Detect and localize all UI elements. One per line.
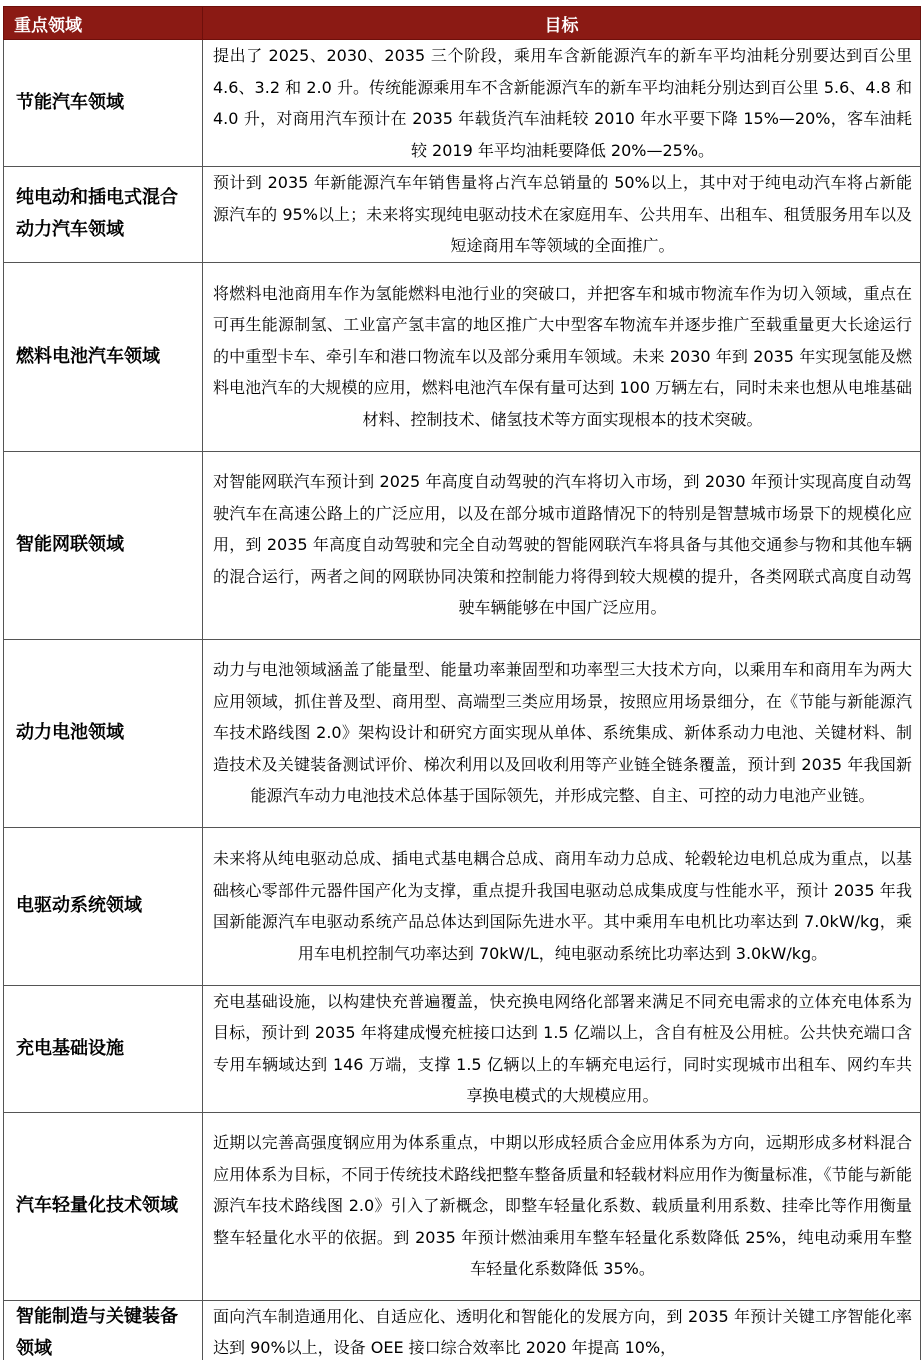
table-row	[4, 985, 921, 1112]
row-area: 智能制造与关键装备领域	[4, 1300, 203, 1360]
row-goal: 近期以完善高强度钢应用为体系重点，中期以形成轻质合金应用体系为方向，远期形成多材料混合应用体系为目标，不同于传统技术路线把整车整备质量和轻载材料应用作为衡量标准，《节能与新能源汽车技术路线图 2.0》引入了新概念，即整车轻量化系数、载质量利用系数、挂牵比等作用衡量整车轻量化水平的依据。到 2035 年预计燃油乘用车整车轻量化系数降低 25%，纯电动乘用车整车轻量化系数降低 35%。	[203, 1112, 921, 1300]
row-area: 智能网联领域	[4, 451, 203, 639]
row-goal: 动力与电池领域涵盖了能量型、能量功率兼固型和功率型三大技术方向，以乘用车和商用车为两大应用领域，抓住普及型、商用型、高端型三类应用场景，按照应用场景细分，在《节能与新能源汽车技术路线图 2.0》架构设计和研究方面实现从单体、系统集成、新体系动力电池、关键材料、制造技术及关键装备测试评价、梯次利用以及回收利用等产业链全链条覆盖，预计到 2035 年我国新能源汽车动力电池技术总体基于国际领先，并形成完整、自主、可控的动力电池产业链。	[203, 639, 921, 827]
targets-table	[3, 6, 921, 1360]
row-area: 燃料电池汽车领域	[4, 262, 203, 451]
table-row	[4, 827, 921, 985]
row-goal: 预计到 2035 年新能源汽车年销售量将占汽车总销量的 50%以上，其中对于纯电动汽车将占新能源汽车的 95%以上；未来将实现纯电驱动技术在家庭用车、公共用车、出租车、租赁服务用车以及短途商用车等领域的全面推广。	[203, 167, 921, 263]
table-row	[4, 167, 921, 263]
header-target: 目标	[203, 7, 921, 40]
table-header-row	[4, 7, 921, 40]
row-area: 电驱动系统领域	[4, 827, 203, 985]
row-area: 动力电池领域	[4, 639, 203, 827]
table-row	[4, 40, 921, 167]
table-row	[4, 639, 921, 827]
row-goal: 未来将从纯电驱动总成、插电式基电耦合总成、商用车动力总成、轮毂轮边电机总成为重点，以基础核心零部件元器件国产化为支撑，重点提升我国电驱动总成集成度与性能水平，预计 2035 年我国新能源汽车电驱动系统产品总体达到国际先进水平。其中乘用车电机比功率达到 7.0kW/kg，乘用车电机控制气功率达到 70kW/L，纯电驱动系统比功率达到 3.0kW/kg。	[203, 827, 921, 985]
row-goal: 将燃料电池商用车作为氢能燃料电池行业的突破口，并把客车和城市物流车作为切入领域，重点在可再生能源制氢、工业富产氢丰富的地区推广大中型客车物流车并逐步推广至载重量更大长途运行的中重型卡车、牵引车和港口物流车以及部分乘用车领域。未来 2030 年到 2035 年实现氢能及燃料电池汽车的大规模的应用，燃料电池汽车保有量可达到 100 万辆左右，同时未来也想从电堆基础材料、控制技术、储氢技术等方面实现根本的技术突破。	[203, 262, 921, 451]
header-key-area: 重点领域	[4, 7, 203, 40]
row-goal: 对智能网联汽车预计到 2025 年高度自动驾驶的汽车将切入市场，到 2030 年预计实现高度自动驾驶汽车在高速公路上的广泛应用，以及在部分城市道路情况下的特别是智慧城市场景下的规模化应用，到 2035 年高度自动驾驶和完全自动驾驶的智能网联汽车将具备与其他交通参与物和其他车辆的混合运行，两者之间的网联协同决策和控制能力将得到较大规模的提升，各类网联式高度自动驾驶车辆能够在中国广泛应用。	[203, 451, 921, 639]
table-row	[4, 262, 921, 451]
table-row	[4, 451, 921, 639]
row-goal: 充电基础设施，以构建快充普遍覆盖，快充换电网络化部署来满足不同充电需求的立体充电体系为目标，预计到 2035 年将建成慢充桩接口达到 1.5 亿端以上，含自有桩及公用桩。公共快充端口含专用车辆域达到 146 万端，支撑 1.5 亿辆以上的车辆充电运行，同时实现城市出租车、网约车共享换电模式的大规模应用。	[203, 985, 921, 1112]
row-goal: 提出了 2025、2030、2035 三个阶段，乘用车含新能源汽车的新车平均油耗分别要达到百公里 4.6、3.2 和 2.0 升。传统能源乘用车不含新能源汽车的新车平均油耗分别达到百公里 5.6、4.8 和 4.0 升，对商用汽车预计在 2035 年载货汽车油耗较 2010 年水平要下降 15%—20%，客车油耗较 2019 年平均油耗要降低 20%—25%。	[203, 40, 921, 167]
row-goal: 面向汽车制造通用化、自适应化、透明化和智能化的发展方向，到 2035 年预计关键工序智能化率达到 90%以上，设备 OEE 接口综合效率比 2020 年提高 10%，	[203, 1300, 921, 1360]
row-area: 纯电动和插电式混合动力汽车领域	[4, 167, 203, 263]
row-area: 充电基础设施	[4, 985, 203, 1112]
table-row	[4, 1300, 921, 1360]
table-row	[4, 1112, 921, 1300]
row-area: 汽车轻量化技术领域	[4, 1112, 203, 1300]
row-area: 节能汽车领域	[4, 40, 203, 167]
